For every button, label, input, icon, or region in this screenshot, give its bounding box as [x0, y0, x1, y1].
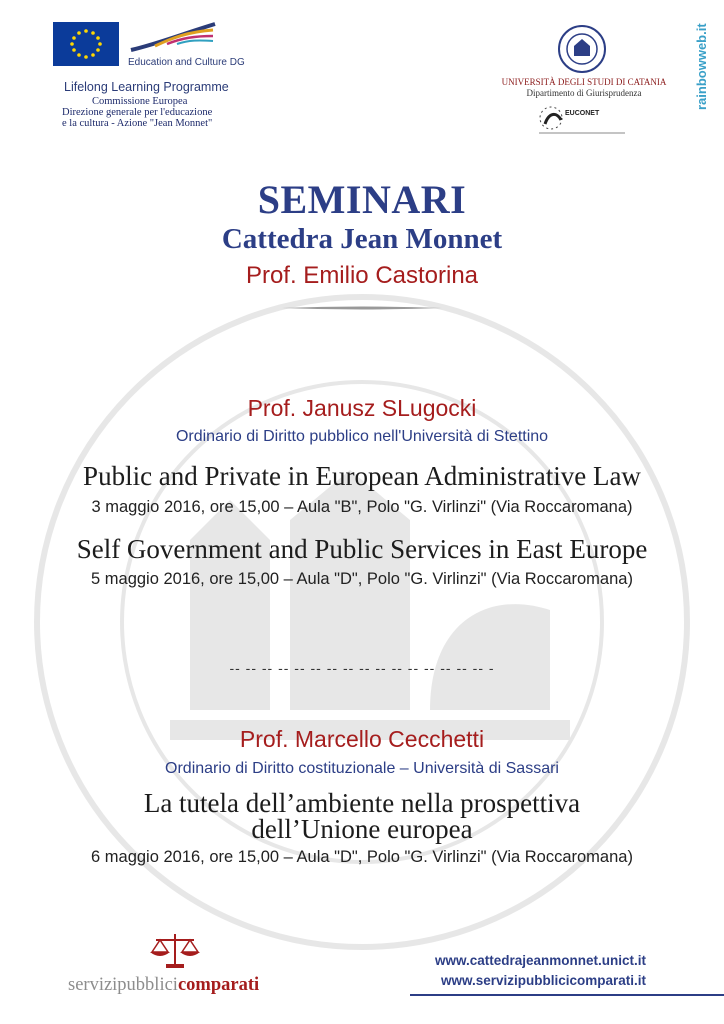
university-seal-icon — [557, 24, 607, 74]
chair-professor: Prof. Emilio Castorina — [245, 262, 479, 289]
scales-of-justice-icon — [150, 930, 200, 970]
lifelong-learning-logo-icon — [127, 20, 219, 56]
talk-title: Public and Private in European Administrative Law — [83, 461, 641, 491]
speaker-name: Prof. Marcello Cecchetti — [239, 726, 485, 752]
footer-rule — [410, 994, 724, 996]
talk-title: La tutela dell’ambiente nella prospettiva — [143, 788, 581, 818]
talk-schedule: 3 maggio 2016, ore 15,00 – Aula "B", Polo "G. Virlinzi" (Via Roccaromana) — [91, 498, 633, 516]
speaker-affiliation: Ordinario di Diritto costituzionale – Università di Sassari — [165, 760, 559, 777]
speaker-name: Prof. Janusz SLugocki — [247, 395, 477, 421]
university-name: UNIVERSITÀ DEGLI STUDI DI CATANIA — [501, 77, 667, 87]
speaker-affiliation: Ordinario di Diritto pubblico nell'Università di Stettino — [175, 428, 549, 445]
talk-title: Self Government and Public Services in East Europe — [76, 534, 648, 564]
commission-line: Direzione generale per l'educazione — [62, 107, 213, 118]
edu-culture-caption: Education and Culture DG — [128, 57, 245, 68]
euconet-label: EUCONET — [565, 110, 600, 117]
svg-text:rainbowweb.it: rainbowweb.it — [694, 23, 709, 110]
department-name: Dipartimento di Giurisprudenza — [526, 88, 642, 98]
talk-schedule: 6 maggio 2016, ore 15,00 – Aula "D", Polo "G. Virlinzi" (Via Roccaromana) — [91, 848, 633, 866]
section-separator: -- -- -- -- -- -- -- -- -- -- -- -- -- -- -- -- - — [229, 660, 495, 676]
euconet-logo-icon — [537, 104, 627, 136]
divider — [282, 306, 442, 310]
website-link[interactable]: www.servizipubblicicomparati.it — [440, 973, 646, 988]
commission-line: e la cultura - Azione "Jean Monnet" — [62, 118, 213, 129]
footer-brand — [68, 975, 259, 996]
brand-part-1: servizipubblici — [68, 975, 178, 995]
website-link[interactable]: www.cattedrajeanmonnet.unict.it — [434, 953, 646, 968]
page-title: SEMINARI — [257, 177, 467, 222]
programme-title: Lifelong Learning Programme — [64, 80, 229, 94]
eu-flag-icon — [53, 22, 119, 66]
talk-title: dell’Unione europea — [251, 814, 473, 844]
commission-line: Commissione Europea — [92, 96, 188, 107]
talk-schedule: 5 maggio 2016, ore 15,00 – Aula "D", Polo "G. Virlinzi" (Via Roccaromana) — [91, 570, 633, 588]
brand-part-2: comparati — [177, 975, 260, 995]
chair-subtitle: Cattedra Jean Monnet — [221, 223, 503, 255]
rainbowweb-logo — [693, 10, 711, 110]
